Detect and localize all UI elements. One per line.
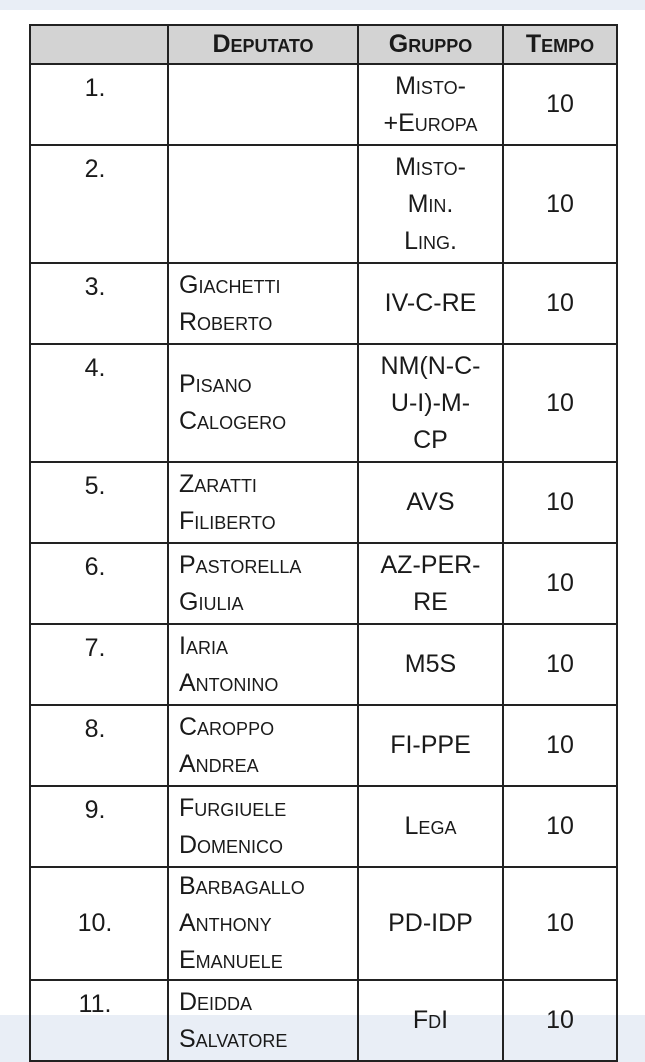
tempo-cell: 10 [503, 786, 617, 867]
deputato-cell [168, 624, 358, 705]
deputato-cell [168, 145, 358, 263]
gruppo-cell [358, 867, 503, 980]
deputato-name-line: Anthony [179, 909, 272, 937]
deputato-cell [168, 786, 358, 867]
deputato-cell [168, 867, 358, 980]
document-page [0, 10, 645, 1053]
gruppo-line: Lega [404, 812, 457, 840]
row-number: 6. [30, 543, 168, 624]
gruppo-cell [358, 980, 503, 1061]
deputato-cell [168, 462, 358, 543]
deputato-name-line: Filiberto [179, 506, 276, 535]
tempo-cell: 10 [503, 263, 617, 344]
tempo-cell: 10 [503, 624, 617, 705]
table-row [30, 263, 617, 344]
deputato-name-line: Domenico [179, 830, 284, 859]
deputato-name-line: Iaria [179, 631, 228, 660]
table-row [30, 867, 617, 980]
row-number: 2. [30, 145, 168, 263]
table-row [30, 344, 617, 462]
gruppo-line: IV-C-RE [384, 289, 477, 317]
table-row [30, 980, 617, 1061]
deputato-name-line: Deidda [179, 987, 253, 1016]
tempo-cell: 10 [503, 145, 617, 263]
gruppo-line: Misto- [395, 152, 466, 181]
tempo-cell: 10 [503, 980, 617, 1061]
table-row [30, 64, 617, 145]
deputato-cell [168, 980, 358, 1061]
deputato-name-line: Caroppo [179, 712, 275, 741]
deputato-name-line: Zaratti [179, 469, 257, 498]
deputato-name-line: Furgiuele [179, 793, 287, 822]
gruppo-cell [358, 624, 503, 705]
gruppo-line: Min. [407, 189, 454, 218]
tempo-cell: 10 [503, 462, 617, 543]
gruppo-line: RE [413, 587, 448, 616]
deputato-name-line: Calogero [179, 407, 287, 435]
gruppo-line: Misto- [395, 71, 466, 100]
deputato-name-line: Giachetti [179, 270, 281, 299]
header-deputato: Deputato [168, 25, 358, 64]
deputato-name-line: Giulia [179, 587, 244, 616]
table-row [30, 145, 617, 263]
deputato-cell [168, 705, 358, 786]
gruppo-cell [358, 64, 503, 145]
deputato-cell [168, 64, 358, 145]
deputato-name-line: Roberto [179, 307, 273, 336]
gruppo-cell [358, 145, 503, 263]
deputato-name-line: Pisano [179, 370, 252, 398]
gruppo-line: M5S [404, 650, 457, 678]
gruppo-line: NM(N-C- [380, 351, 481, 380]
gruppo-cell [358, 462, 503, 543]
deputato-name-line: Antonino [179, 668, 279, 697]
row-number: 5. [30, 462, 168, 543]
gruppo-line: Ling. [404, 226, 457, 255]
deputato-name-line: Pastorella [179, 550, 302, 579]
tempo-cell: 10 [503, 705, 617, 786]
row-number: 3. [30, 263, 168, 344]
row-number: 9. [30, 786, 168, 867]
header-tempo: Tempo [503, 25, 617, 64]
table-row [30, 624, 617, 705]
gruppo-line: AVS [406, 488, 455, 516]
deputato-cell [168, 263, 358, 344]
tempo-cell: 10 [503, 543, 617, 624]
gruppo-cell [358, 344, 503, 462]
deputato-name-line: Andrea [179, 749, 259, 778]
table-row [30, 786, 617, 867]
row-number: 8. [30, 705, 168, 786]
header-gruppo: Gruppo [358, 25, 503, 64]
row-number: 7. [30, 624, 168, 705]
row-number: 11. [30, 980, 168, 1061]
row-number: 1. [30, 64, 168, 145]
tempo-cell: 10 [503, 867, 617, 980]
gruppo-line: +Europa [383, 108, 478, 137]
deputato-cell [168, 344, 358, 462]
table-header-row [30, 25, 617, 64]
gruppo-cell [358, 543, 503, 624]
gruppo-line: FI-PPE [390, 731, 471, 759]
header-number [30, 25, 168, 64]
gruppo-cell [358, 705, 503, 786]
gruppo-cell [358, 263, 503, 344]
speakers-table [29, 24, 618, 1062]
gruppo-line: AZ-PER- [380, 550, 481, 579]
deputato-name-line: Emanuele [179, 946, 283, 974]
tempo-cell: 10 [503, 64, 617, 145]
gruppo-line: CP [413, 425, 448, 454]
gruppo-line: U-I)-M- [390, 388, 471, 417]
gruppo-line: FdI [412, 1006, 449, 1034]
tempo-cell: 10 [503, 344, 617, 462]
table-row [30, 462, 617, 543]
deputato-name-line: Barbagallo [179, 872, 305, 900]
table-row [30, 543, 617, 624]
deputato-name-line: Salvatore [179, 1024, 288, 1053]
gruppo-line: PD-IDP [388, 909, 473, 937]
deputato-cell [168, 543, 358, 624]
gruppo-cell [358, 786, 503, 867]
table-row [30, 705, 617, 786]
row-number: 4. [30, 344, 168, 462]
row-number: 10. [30, 867, 168, 980]
